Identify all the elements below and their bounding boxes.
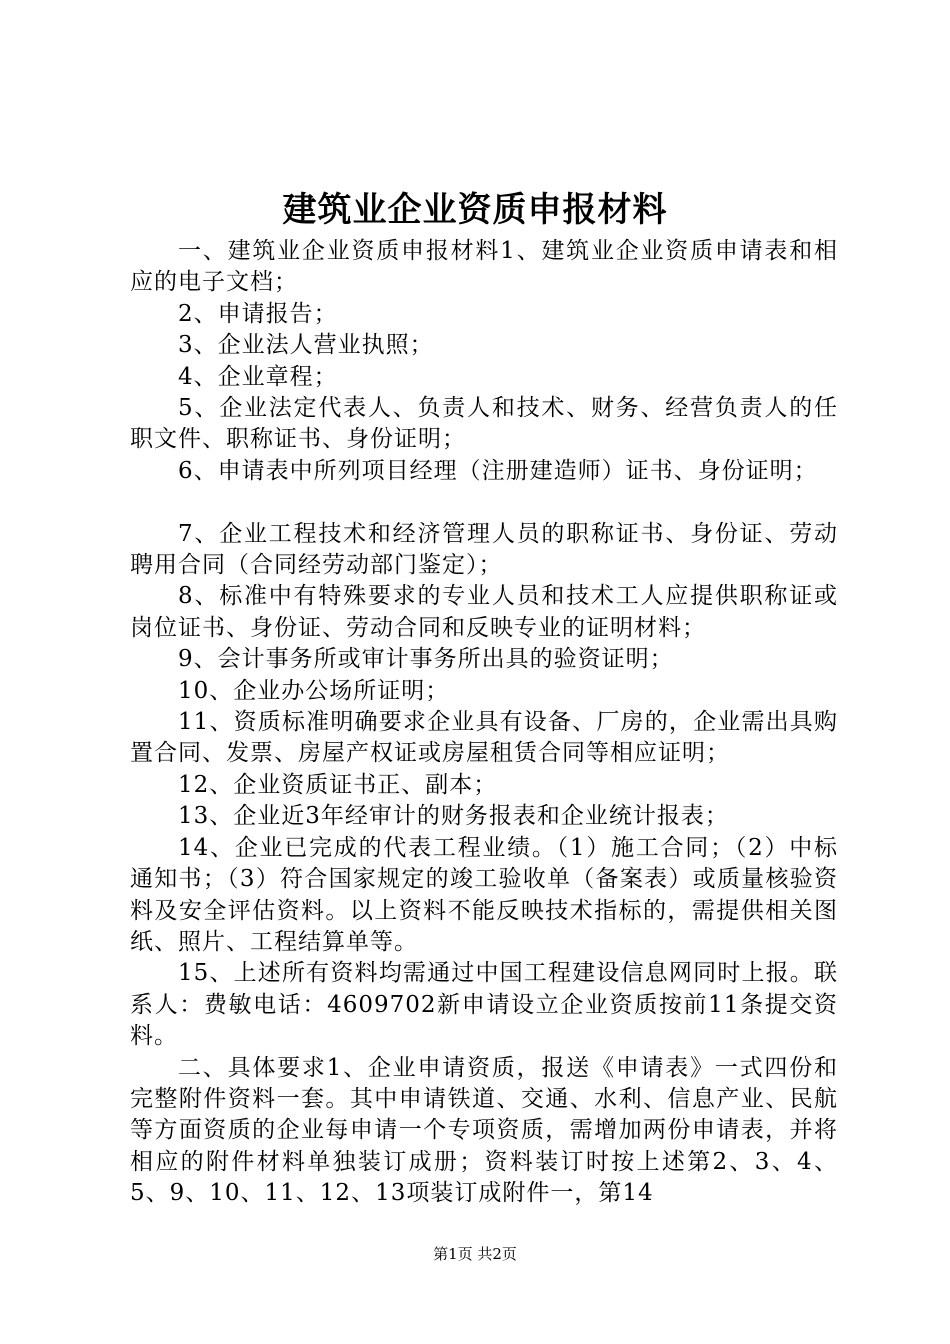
paragraph-4: 4、企业章程； (178, 363, 338, 390)
paragraph-12: 12、企业资质证书正、副本； (178, 771, 498, 798)
paragraph-8: 8、标准中有特殊要求的专业人员和技术工人应提供职称证或岗位证书、身份证、劳动合同和反映专业的证明材料； (130, 583, 838, 641)
document-body (130, 236, 838, 1210)
page-footer: 第1页 共2页 (433, 1245, 517, 1263)
paragraph-15: 15、上述所有资料均需通过中国工程建设信息网同时上报。联系人：费敏电话：4609702新申请设立企业资质按前11条提交资料。 (130, 960, 838, 1050)
paragraph-13: 13、企业近3年经审计的财务报表和企业统计报表； (178, 803, 729, 830)
paragraph-11: 11、资质标准明确要求企业具有设备、厂房的，企业需出具购置合同、发票、房屋产权证或房屋租赁合同等相应证明； (130, 709, 838, 767)
paragraph-9: 9、会计事务所或审计事务所出具的验资证明； (178, 646, 674, 673)
paragraph-5: 5、企业法定代表人、负责人和技术、财务、经营负责人的任职文件、职称证书、身份证明； (130, 395, 838, 453)
paragraph-16: 二、具体要求1、企业申请资质，报送《申请表》一式四份和完整附件资料一套。其中申请铁道、交通、水利、信息产业、民航等方面资质的企业每申请一个专项资质，需增加两份申请表，并将相应的附件材料单独装订成册；资料装订时按上述第2、3、4、5、9、10、11、12、13项装订成附件一，第14 (130, 1054, 838, 1207)
paragraph-7: 7、企业工程技术和经济管理人员的职称证书、身份证、劳动聘用合同（合同经劳动部门鉴定）； (130, 520, 838, 579)
document-title: 建筑业企业资质申报材料 (282, 190, 668, 230)
paragraph-6: 6、申请表中所列项目经理（注册建造师）证书、身份证明； (178, 457, 818, 484)
paragraph-10: 10、企业办公场所证明； (178, 677, 450, 704)
paragraph-14: 14、企业已完成的代表工程业绩。（1）施工合同；（2）中标通知书；（3）符合国家规定的竣工验收单（备案表）或质量核验资料及安全评估资料。以上资料不能反映技术指标的，需提供相关图纸、照片、工程结算单等。 (130, 834, 838, 955)
paragraph-1: 一、建筑业企业资质申报材料1、建筑业企业资质申请表和相应的电子文档； (130, 238, 838, 296)
paragraph-2: 2、申请报告； (178, 300, 338, 327)
paragraph-3: 3、企业法人营业执照； (178, 332, 434, 359)
blank-line (130, 487, 838, 518)
